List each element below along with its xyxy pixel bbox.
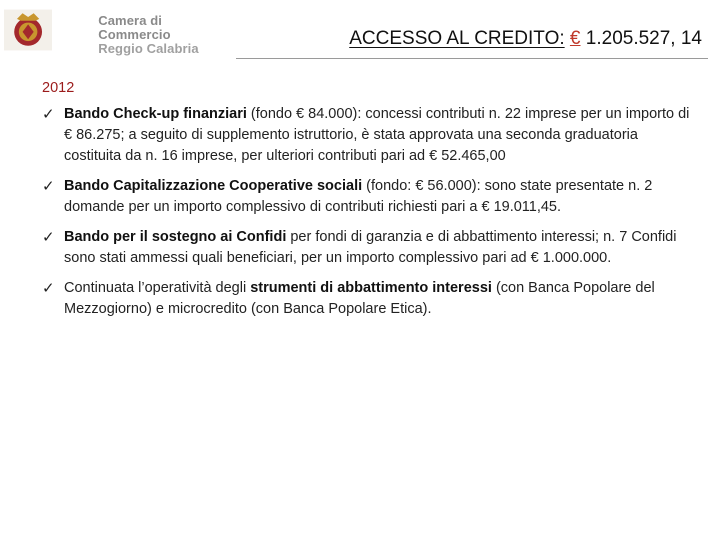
- item-body-text: per fondi di garanzia e di abbattimento interessi; n. 7 Confidi sono stati ammessi quali beneficiari, per un importo complessivo pari ad € 1.000.000.: [64, 229, 677, 266]
- item-bold-text: Bando Check-up finanziari: [64, 106, 247, 122]
- header-divider: [236, 58, 708, 59]
- check-icon: ✓: [42, 280, 55, 297]
- bullet-list: [42, 104, 692, 329]
- title-currency: €: [569, 28, 581, 49]
- organization-name: [98, 14, 228, 56]
- title-amount: 1.205.527, 14: [585, 28, 702, 49]
- item-body-text: (con Banca Popolare del Mezzogiorno) e microcredito (con Banca Popolare Etica).: [64, 280, 655, 317]
- org-name-line1: Camera di Commercio: [98, 13, 171, 42]
- item-pre-text: Continuata l’operatività degli: [64, 280, 251, 296]
- list-item: [42, 104, 692, 167]
- list-item: [42, 176, 692, 218]
- item-bold-text: strumenti di abbattimento interessi: [250, 280, 492, 296]
- list-item: [42, 227, 692, 269]
- coat-of-arms-icon: [4, 8, 52, 52]
- list-item-text: [64, 176, 692, 218]
- list-item-text: [64, 278, 692, 320]
- list-item-text: [64, 104, 692, 167]
- list-item-text: [64, 227, 692, 269]
- list-item: [42, 278, 692, 320]
- item-bold-text: Bando per il sostegno ai Confidi: [64, 229, 287, 245]
- check-icon: ✓: [42, 106, 55, 123]
- slide-title: [349, 28, 702, 50]
- org-name-line2: Reggio Calabria: [98, 41, 199, 56]
- title-prefix: ACCESSO AL CREDITO:: [349, 28, 565, 49]
- item-body-text: (fondo: € 56.000): sono state presentate n. 2 domande per un importo complessivo di contributi richiesti pari a € 19.011,45.: [64, 178, 653, 215]
- item-bold-text: Bando Capitalizzazione Cooperative sociali: [64, 178, 363, 194]
- item-body-text: (fondo € 84.000): concessi contributi n. 22 imprese per un importo di € 86.275; a seguito di supplemento istruttorio, è stata approvata una seconda graduatoria costituita da n. 16 imprese, per ulteriori contributi pari ad € 52.465,00: [64, 106, 690, 164]
- chamber-logo: [2, 4, 228, 64]
- check-icon: ✓: [42, 178, 55, 195]
- check-icon: ✓: [42, 229, 55, 246]
- year-heading: 2012: [42, 80, 75, 96]
